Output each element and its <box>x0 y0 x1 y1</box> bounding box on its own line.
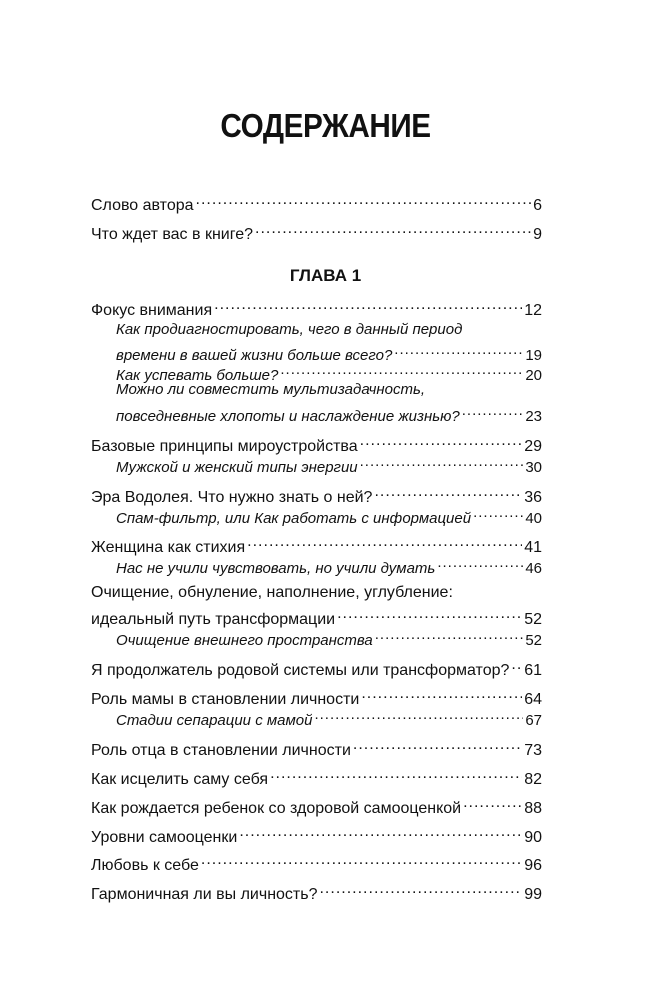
toc-page-number: 64 <box>524 691 542 708</box>
dot-leader <box>201 850 522 870</box>
dot-leader <box>314 705 523 725</box>
toc-entry-title: Базовые принципы мироустройства <box>91 438 358 455</box>
page-title: СОДЕРЖАНИЕ <box>220 107 431 144</box>
toc-entry-title: Нас не учили чувствовать, но учили думать <box>116 560 436 577</box>
dot-leader <box>511 655 522 675</box>
toc-page-number: 52 <box>524 611 542 628</box>
toc-page-number: 67 <box>525 712 542 729</box>
toc-page-number: 36 <box>524 489 542 506</box>
dot-leader <box>214 295 522 315</box>
toc-entry <box>91 822 542 848</box>
toc-entry <box>91 850 542 876</box>
toc-entry <box>91 190 542 216</box>
toc-subentry <box>116 705 542 731</box>
dot-leader <box>319 879 522 899</box>
toc-entry <box>91 295 542 321</box>
toc-entry-title: Уровни самооценки <box>91 829 238 846</box>
toc-page-number: 12 <box>524 302 542 319</box>
toc-subentry-line: Как продиагностировать, чего в данный период <box>116 321 463 338</box>
toc-entry-title: Женщина как стихия <box>91 539 246 556</box>
toc-subentry <box>116 401 542 427</box>
toc-entry-title: Роль мамы в становлении личности <box>91 691 360 708</box>
toc-page-number: 52 <box>525 632 542 649</box>
dot-leader <box>239 822 522 842</box>
toc-subentry <box>116 503 542 529</box>
toc-entry <box>91 735 542 761</box>
toc-page-number: 30 <box>525 459 542 476</box>
toc-entry-title: Фокус внимания <box>91 302 213 319</box>
dot-leader <box>473 503 523 523</box>
toc-page-number: 90 <box>524 829 542 846</box>
toc-entry-title: Эра Водолея. Что нужно знать о ней? <box>91 489 373 506</box>
dot-leader <box>462 401 524 421</box>
toc-entry-title: повседневные хлопоты и наслаждение жизнью? <box>116 408 460 425</box>
toc-page-number: 96 <box>524 857 542 874</box>
dot-leader <box>463 793 522 813</box>
toc-entry-title: Как исцелить саму себя <box>91 771 269 788</box>
dot-leader <box>360 431 523 451</box>
toc-page-number: 40 <box>525 510 542 527</box>
toc-entry <box>91 219 542 245</box>
toc-entry-title: Слово автора <box>91 197 194 214</box>
toc-subentry-line: Можно ли совместить мультизадачность, <box>116 381 426 398</box>
toc-page-number: 61 <box>524 662 542 679</box>
toc-entry-line: Очищение, обнуление, наполнение, углубление: <box>91 584 453 601</box>
toc-entry <box>91 764 542 790</box>
dot-leader <box>270 764 522 784</box>
toc-page-number: 82 <box>524 771 542 788</box>
toc-entry-title: Мужской и женский типы энергии <box>116 459 358 476</box>
toc-entry <box>91 793 542 819</box>
toc-page-number: 29 <box>524 438 542 455</box>
dot-leader <box>255 219 531 239</box>
toc-page-number: 20 <box>525 367 542 384</box>
dot-leader <box>374 482 522 502</box>
toc-page-number: 9 <box>533 226 542 243</box>
dot-leader <box>196 190 532 210</box>
dot-leader <box>437 553 523 573</box>
toc-page-number: 46 <box>525 560 542 577</box>
toc-entry-title: Очищение внешнего пространства <box>116 632 373 649</box>
toc-entry-title: времени в вашей жизни больше всего? <box>116 347 393 364</box>
toc-entry <box>91 655 542 681</box>
dot-leader <box>247 532 522 552</box>
toc-entry-title: Что ждет вас в книге? <box>91 226 253 243</box>
toc-subentry <box>116 553 542 579</box>
toc-page-number: 88 <box>524 800 542 817</box>
toc-entry-title: Я продолжатель родовой системы или трансформатор? <box>91 662 510 679</box>
toc-entry <box>91 879 542 905</box>
toc-entry-title: идеальный путь трансформации <box>91 611 336 628</box>
toc-page-number: 6 <box>533 197 542 214</box>
dot-leader <box>361 684 522 704</box>
dot-leader <box>353 735 522 755</box>
toc-page-number: 99 <box>524 886 542 903</box>
toc-entry-title: Гармоничная ли вы личность? <box>91 886 318 903</box>
toc-entry-title: Роль отца в становлении личности <box>91 742 351 759</box>
dot-leader <box>360 452 524 472</box>
toc-entry-title: Как успевать больше? <box>116 367 279 384</box>
toc-entry-title: Любовь к себе <box>91 857 199 874</box>
toc-subentry <box>116 625 542 651</box>
toc-page-number: 23 <box>525 408 542 425</box>
dot-leader <box>337 604 522 624</box>
toc-page-number: 41 <box>524 539 542 556</box>
dot-leader <box>280 360 523 380</box>
dot-leader <box>375 625 524 645</box>
toc-entry-title: Спам-фильтр, или Как работать с информацией <box>116 510 472 527</box>
toc-entry-title: Стадии сепарации с мамой <box>116 712 313 729</box>
toc-page-number: 19 <box>525 347 542 364</box>
toc-entry-title: Как рождается ребенок со здоровой самооценкой <box>91 800 462 817</box>
toc-page-number: 73 <box>524 742 542 759</box>
toc-subentry <box>116 452 542 478</box>
dot-leader <box>394 340 523 360</box>
chapter-heading: ГЛАВА 1 <box>289 266 362 285</box>
